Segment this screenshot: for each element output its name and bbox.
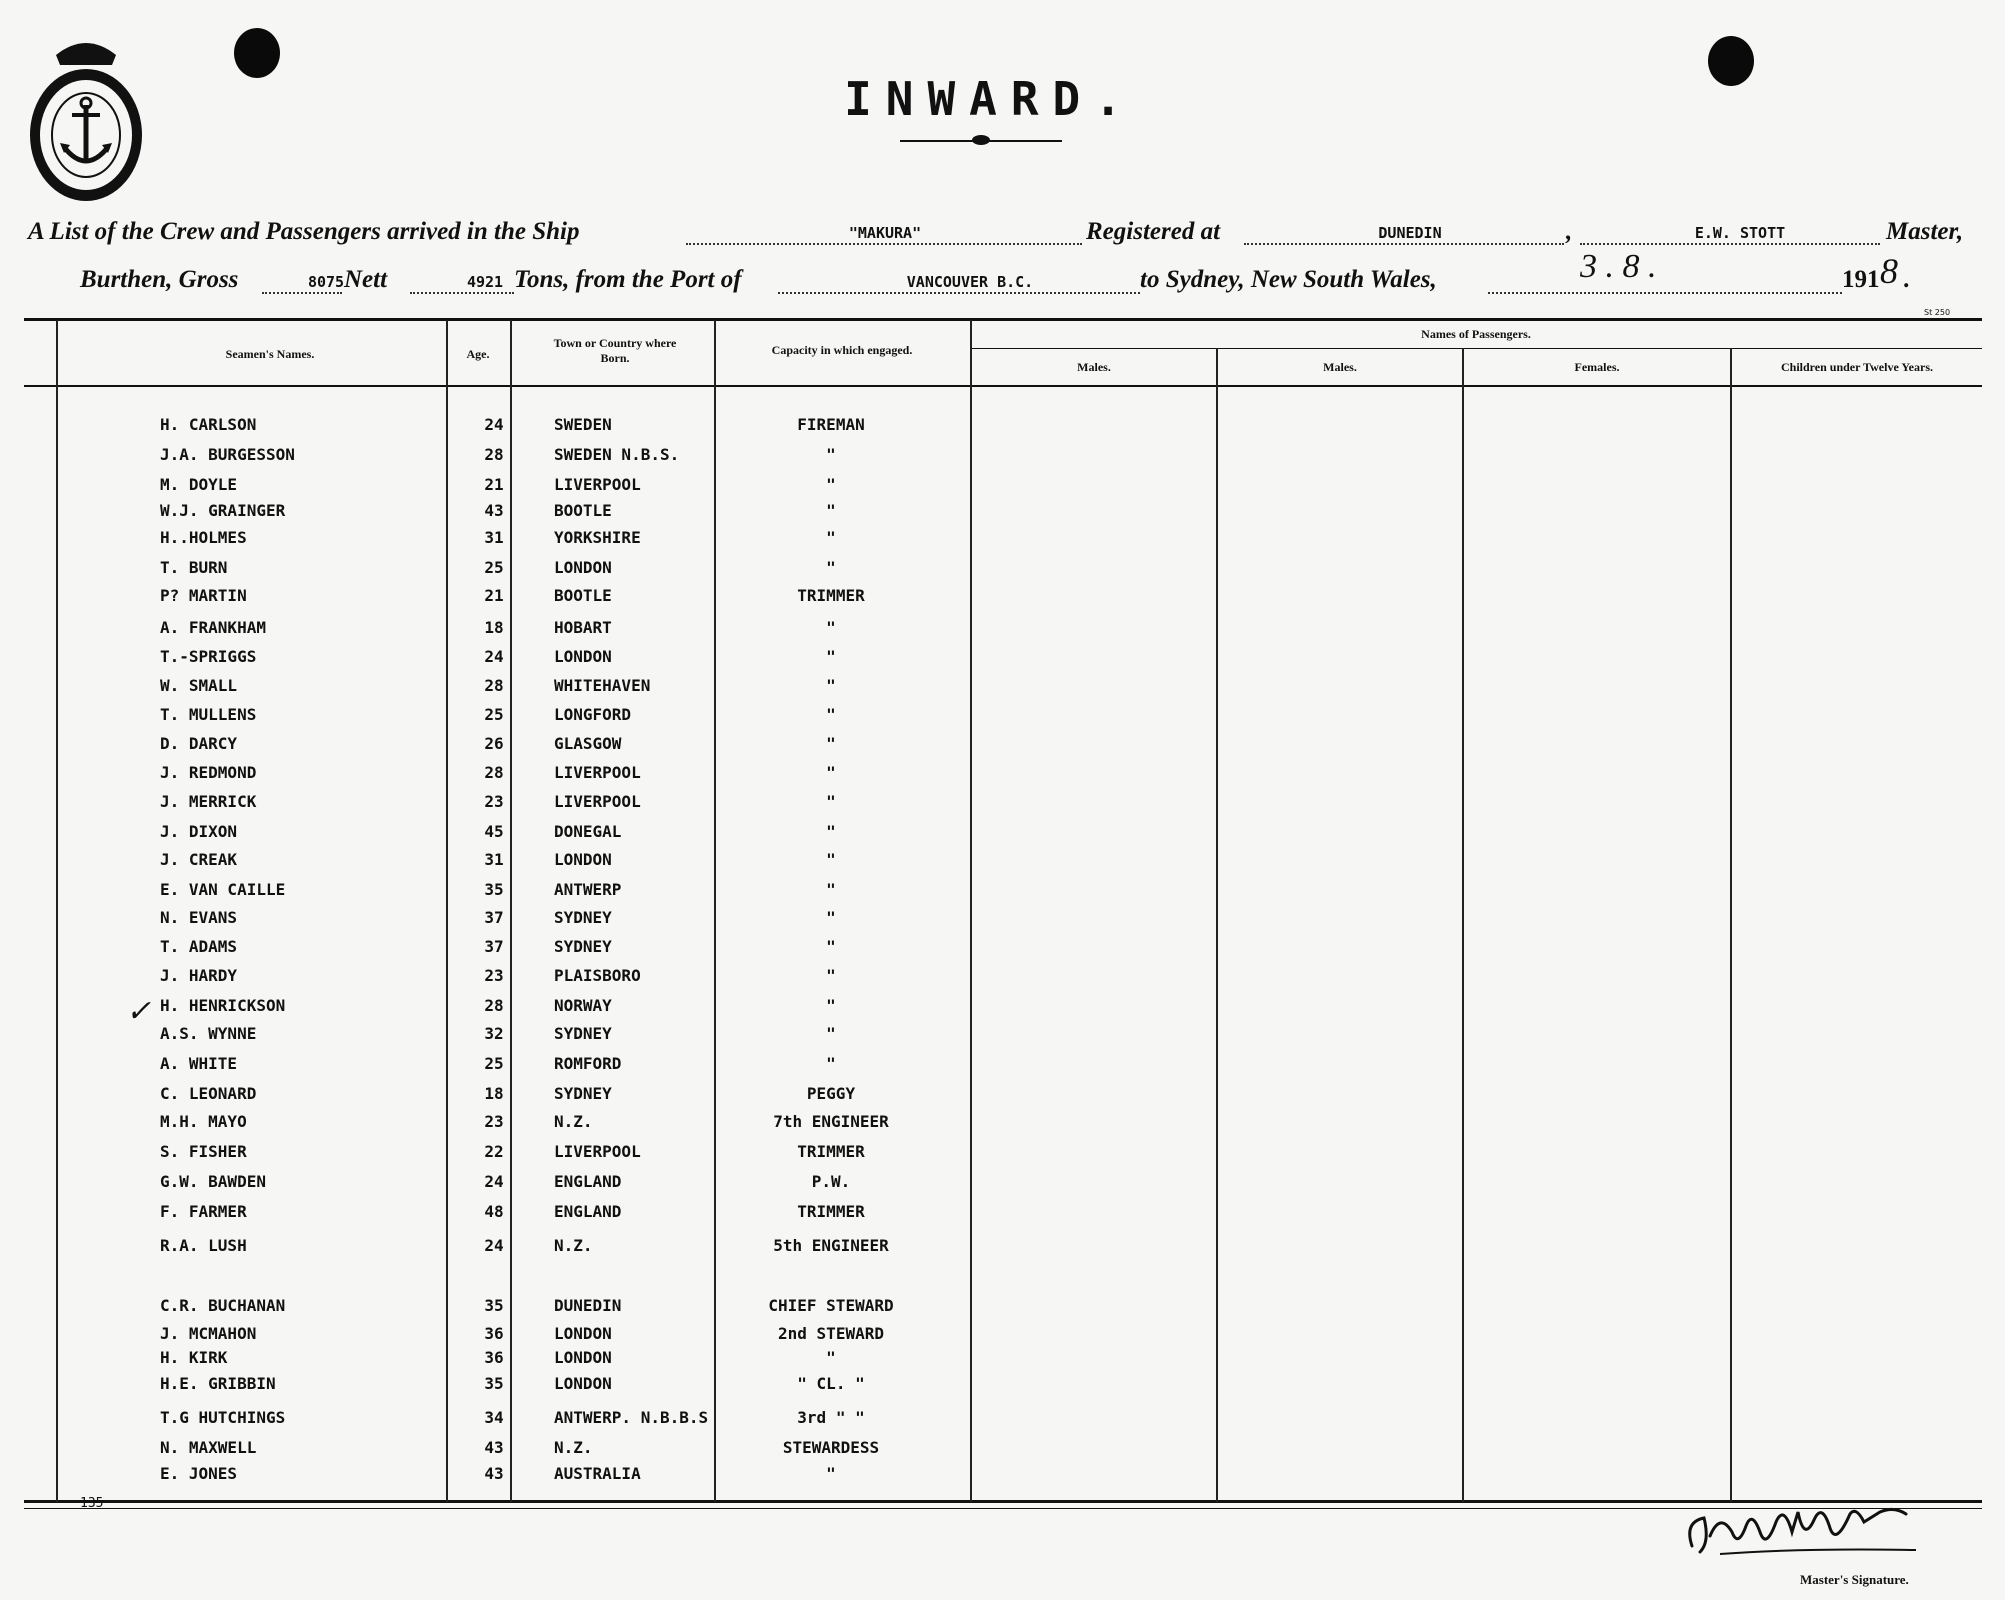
signature-label: Master's Signature. (1800, 1572, 1909, 1587)
seaman-name: C. LEONARD (160, 1084, 257, 1103)
header-label-registered: Registered at (1086, 218, 1221, 245)
seaman-birthplace: BOOTLE (554, 501, 612, 520)
seaman-age: 37 (484, 908, 504, 927)
seaman-age: 24 (484, 415, 504, 434)
punch-hole-left (234, 28, 280, 78)
seaman-name: J. MCMAHON (160, 1324, 257, 1343)
seaman-name: T.-SPRIGGS (160, 647, 257, 666)
seaman-birthplace: WHITEHAVEN (554, 676, 651, 695)
seaman-capacity: " (826, 822, 836, 841)
seaman-name: G.W. BAWDEN (160, 1172, 266, 1191)
seaman-capacity: " (826, 618, 836, 637)
seaman-name: J. MERRICK (160, 792, 257, 811)
seaman-capacity: " (826, 996, 836, 1015)
col-line-children (1730, 348, 1732, 1502)
seaman-capacity: " (826, 908, 836, 927)
seaman-name: A. WHITE (160, 1054, 238, 1073)
seaman-name: N. EVANS (160, 908, 238, 927)
col-header-age: Age. (466, 347, 490, 361)
seaman-name: H.E. GRIBBIN (160, 1374, 276, 1393)
seaman-age: 48 (484, 1202, 504, 1221)
seaman-capacity: " (826, 528, 836, 547)
dotted-leader-date (1488, 292, 1842, 294)
seaman-age: 25 (484, 1054, 504, 1073)
seaman-birthplace: LIVERPOOL (554, 475, 641, 494)
seaman-age: 21 (484, 475, 504, 494)
header-label-port: Tons, from the Port of (514, 266, 742, 293)
seaman-birthplace: LONDON (554, 1324, 612, 1343)
col-line-margin (56, 320, 58, 1502)
seaman-age: 28 (484, 676, 504, 695)
master-name: E.W. STOTT (1694, 224, 1786, 242)
seaman-name: M. DOYLE (160, 475, 238, 494)
seaman-age: 23 (484, 1112, 504, 1131)
seaman-age: 23 (484, 792, 504, 811)
seaman-birthplace: SYDNEY (554, 908, 612, 927)
seaman-name: J.A. BURGESSON (160, 445, 295, 464)
seaman-birthplace: SWEDEN N.B.S. (554, 445, 680, 464)
seaman-capacity: " (826, 501, 836, 520)
seaman-capacity: TRIMMER (797, 1202, 865, 1221)
seaman-capacity: " (826, 966, 836, 985)
col-header-males-1: Males. (1077, 360, 1111, 374)
header-period: . (1904, 266, 1911, 293)
handwritten-year-digit: 8 (1880, 251, 1898, 291)
seaman-name: A.S. WYNNE (160, 1024, 257, 1043)
seaman-name: T. ADAMS (160, 937, 238, 956)
punch-hole-right (1708, 36, 1754, 86)
seaman-capacity: " (826, 475, 836, 494)
seaman-capacity: 7th ENGINEER (773, 1112, 889, 1131)
seaman-capacity: " (826, 1024, 836, 1043)
seaman-birthplace: PLAISBORO (554, 966, 641, 985)
seaman-name: N. MAXWELL (160, 1438, 257, 1457)
seaman-capacity: 5th ENGINEER (773, 1236, 889, 1255)
dotted-leader-master (1580, 243, 1880, 245)
printed-year: 191 (1842, 266, 1880, 293)
seaman-name: T. BURN (160, 558, 228, 577)
seaman-age: 35 (484, 1374, 504, 1393)
col-line-passengers (970, 320, 972, 1502)
col-header-seamen: Seamen's Names. (225, 347, 315, 361)
seaman-age: 18 (484, 1084, 504, 1103)
seaman-age: 31 (484, 528, 504, 547)
seaman-capacity: TRIMMER (797, 586, 865, 605)
seaman-age: 28 (484, 763, 504, 782)
form-number: St 250 (1924, 308, 1951, 317)
seaman-age: 28 (484, 996, 504, 1015)
seaman-capacity: 3rd " " (797, 1408, 865, 1427)
seaman-capacity: TRIMMER (797, 1142, 865, 1161)
header-bottom-rule (24, 385, 1982, 387)
col-header-passengers: Names of Passengers. (1421, 327, 1531, 341)
margin-note: 135 (80, 1496, 104, 1511)
dotted-leader-registered (1244, 243, 1564, 245)
col-line-males2 (1216, 348, 1218, 1502)
seaman-birthplace: LONDON (554, 1348, 612, 1367)
seaman-birthplace: LONDON (554, 850, 612, 869)
seaman-age: 21 (484, 586, 504, 605)
seaman-name: S. FISHER (160, 1142, 247, 1161)
dotted-leader-nett (410, 292, 514, 294)
col-header-town: Town or Country where Born. (553, 336, 677, 365)
seaman-age: 26 (484, 734, 504, 753)
seaman-birthplace: N.Z. (554, 1112, 593, 1131)
seaman-birthplace: LONGFORD (554, 705, 632, 724)
seaman-age: 25 (484, 705, 504, 724)
col-header-females: Females. (1574, 360, 1620, 374)
dotted-leader-port (778, 292, 1140, 294)
seaman-name: J. DIXON (160, 822, 238, 841)
seaman-capacity: STEWARDESS (782, 1438, 880, 1457)
seaman-birthplace: ANTWERP (554, 880, 622, 899)
gross-tonnage: 8075 (307, 273, 345, 291)
registered-port: DUNEDIN (1378, 224, 1442, 242)
seaman-age: 24 (484, 647, 504, 666)
seaman-age: 35 (484, 880, 504, 899)
seaman-capacity: " (826, 763, 836, 782)
seaman-capacity: " (826, 792, 836, 811)
seaman-capacity: " (826, 880, 836, 899)
seaman-birthplace: N.Z. (554, 1438, 593, 1457)
seaman-name: H. CARLSON (160, 415, 257, 434)
seaman-name: T.G HUTCHINGS (160, 1408, 286, 1427)
seaman-capacity: " (826, 734, 836, 753)
seaman-name: J. REDMOND (160, 763, 257, 782)
header-label-list: A List of the Crew and Passengers arrived in the Ship (28, 218, 580, 245)
seaman-capacity: 2nd STEWARD (778, 1324, 884, 1343)
page-title: INWARD. (844, 72, 1136, 126)
departure-port: VANCOUVER B.C. (906, 273, 1034, 291)
seaman-age: 43 (484, 501, 504, 520)
seaman-capacity: " (826, 937, 836, 956)
seaman-birthplace: ANTWERP. N.B.B.S (554, 1408, 709, 1427)
seaman-name: F. FARMER (160, 1202, 247, 1221)
seaman-age: 24 (484, 1172, 504, 1191)
seaman-age: 36 (484, 1348, 504, 1367)
seaman-birthplace: NORWAY (554, 996, 612, 1015)
seaman-birthplace: ENGLAND (554, 1202, 622, 1221)
seaman-birthplace: DONEGAL (554, 822, 622, 841)
seaman-age: 24 (484, 1236, 504, 1255)
header-comma: , (1566, 218, 1573, 245)
seaman-name: R.A. LUSH (160, 1236, 247, 1255)
shipping-master-seal (26, 35, 146, 205)
seaman-name: M.H. MAYO (160, 1112, 247, 1131)
seaman-birthplace: ROMFORD (554, 1054, 622, 1073)
header-label-master: Master, (1886, 218, 1964, 245)
seaman-age: 43 (484, 1464, 504, 1483)
nett-tonnage: 4921 (466, 273, 504, 291)
master-signature (1680, 1492, 1920, 1562)
seaman-birthplace: ENGLAND (554, 1172, 622, 1191)
seaman-age: 25 (484, 558, 504, 577)
seaman-capacity: " (826, 705, 836, 724)
seaman-name: J. HARDY (160, 966, 238, 985)
seaman-age: 34 (484, 1408, 504, 1427)
seaman-birthplace: GLASGOW (554, 734, 622, 753)
col-header-children: Children under Twelve Years. (1780, 360, 1933, 374)
passenger-subheader-rule (972, 348, 1982, 349)
dotted-leader-ship (686, 243, 1082, 245)
seaman-birthplace: LONDON (554, 647, 612, 666)
seaman-name: A. FRANKHAM (160, 618, 266, 637)
seaman-birthplace: YORKSHIRE (554, 528, 641, 547)
title-ornament-dot (972, 135, 990, 145)
seaman-name: E. JONES (160, 1464, 238, 1483)
seaman-age: 43 (484, 1438, 504, 1457)
seaman-name: P? MARTIN (160, 586, 247, 605)
handwritten-date: 3 . 8 . (1580, 248, 1657, 285)
seaman-birthplace: LIVERPOOL (554, 792, 641, 811)
seaman-age: 35 (484, 1296, 504, 1315)
seaman-capacity: " (826, 1348, 836, 1367)
seaman-name: E. VAN CAILLE (160, 880, 286, 899)
col-header-capacity: Capacity in which engaged. (771, 343, 913, 357)
col-line-age (446, 320, 448, 1502)
header-label-burthen: Burthen, Gross (80, 266, 239, 293)
ship-name: "MAKURA" (848, 224, 922, 242)
seaman-age: 37 (484, 937, 504, 956)
seaman-capacity: " (826, 558, 836, 577)
seaman-capacity: " (826, 676, 836, 695)
seaman-name: H..HOLMES (160, 528, 247, 547)
dotted-leader-gross (262, 292, 342, 294)
seaman-birthplace: AUSTRALIA (554, 1464, 641, 1483)
seaman-capacity: " (826, 647, 836, 666)
seaman-name: W. SMALL (160, 676, 238, 695)
seaman-birthplace: LONDON (554, 558, 612, 577)
seaman-capacity: CHIEF STEWARD (768, 1296, 894, 1315)
seaman-birthplace: LIVERPOOL (554, 763, 641, 782)
seaman-age: 36 (484, 1324, 504, 1343)
seaman-birthplace: BOOTLE (554, 586, 612, 605)
header-label-sydney: to Sydney, New South Wales, (1140, 266, 1437, 293)
seaman-capacity: P.W. (811, 1172, 851, 1191)
seaman-birthplace: SYDNEY (554, 1084, 612, 1103)
seaman-age: 23 (484, 966, 504, 985)
seaman-name: J. CREAK (160, 850, 238, 869)
seaman-birthplace: SYDNEY (554, 1024, 612, 1043)
seaman-capacity: PEGGY (806, 1084, 856, 1103)
seaman-birthplace: DUNEDIN (554, 1296, 622, 1315)
seaman-age: 31 (484, 850, 504, 869)
seaman-birthplace: HOBART (554, 618, 612, 637)
seaman-name: C.R. BUCHANAN (160, 1296, 286, 1315)
seaman-capacity: " (826, 1464, 836, 1483)
seaman-name: H. KIRK (160, 1348, 228, 1367)
seaman-capacity: " (826, 850, 836, 869)
col-header-males-2: Males. (1323, 360, 1357, 374)
seaman-capacity: " (826, 1054, 836, 1073)
seaman-age: 18 (484, 618, 504, 637)
check-mark: ✓ (126, 995, 152, 1028)
seaman-age: 45 (484, 822, 504, 841)
col-line-females (1462, 348, 1464, 1502)
seaman-capacity: " CL. " (797, 1374, 865, 1393)
seaman-age: 22 (484, 1142, 504, 1161)
header-label-nett: Nett (344, 266, 388, 293)
seaman-age: 28 (484, 445, 504, 464)
seaman-age: 32 (484, 1024, 504, 1043)
seaman-birthplace: N.Z. (554, 1236, 593, 1255)
seaman-name: H. HENRICKSON (160, 996, 286, 1015)
seaman-capacity: " (826, 445, 836, 464)
seaman-capacity: FIREMAN (797, 415, 865, 434)
seaman-birthplace: LONDON (554, 1374, 612, 1393)
seaman-birthplace: SYDNEY (554, 937, 612, 956)
seaman-name: D. DARCY (160, 734, 238, 753)
seaman-name: W.J. GRAINGER (160, 501, 286, 520)
table-top-rule (24, 318, 1982, 321)
seaman-name: T. MULLENS (160, 705, 257, 724)
seaman-birthplace: LIVERPOOL (554, 1142, 641, 1161)
seaman-birthplace: SWEDEN (554, 415, 612, 434)
